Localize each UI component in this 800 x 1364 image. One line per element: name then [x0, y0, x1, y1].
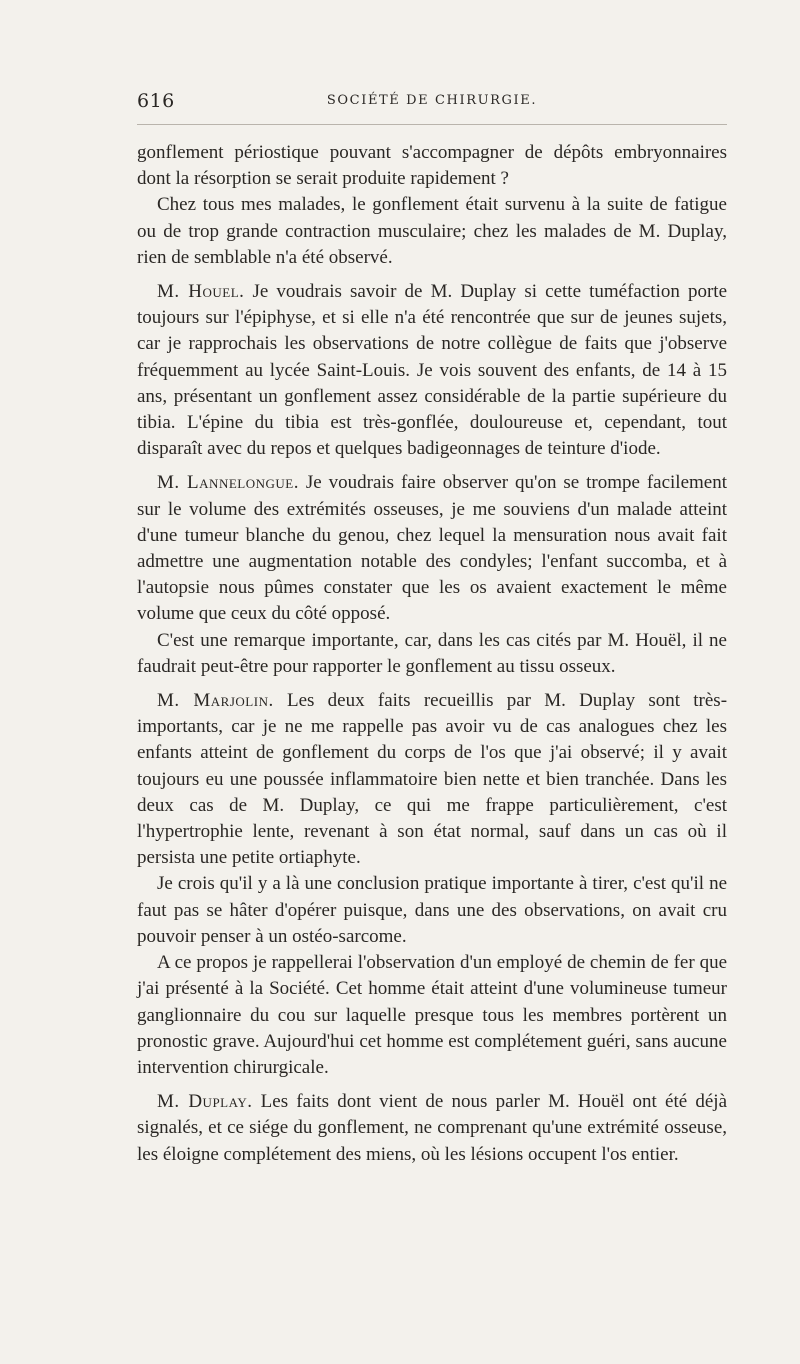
paragraph-text: Je crois qu'il y a là une conclusion pratique importante à tirer, c'est qu'il ne faut pas se hâter d'opérer puisque, dans une des observations, on avait cru pouvoir penser à un ostéo-sarcome. [137, 873, 727, 947]
paragraph-speaker-duplay [137, 1089, 727, 1168]
paragraph-text: Chez tous mes malades, le gonflement était survenu à la suite de fatigue ou de trop grande contraction musculaire; chez les malades de M. Duplay, rien de semblable n'a été observé. [137, 194, 727, 268]
speaker-name: M. Duplay. [157, 1091, 253, 1113]
running-head [137, 90, 727, 114]
speaker-name: M. Lannelongue. [157, 472, 299, 494]
paragraph [137, 140, 727, 192]
header-rule [137, 124, 727, 125]
paragraph [137, 871, 727, 950]
header-title: SOCIÉTÉ DE CHIRURGIE. [326, 93, 538, 108]
paragraph [137, 950, 727, 1081]
speaker-name: M. Houel. [157, 281, 245, 303]
paragraph-speaker-marjolin [137, 688, 727, 871]
paragraph-text: gonflement périostique pouvant s'accompagner de dépôts embryonnaires dont la résorption se serait produite rapidement ? [137, 142, 727, 190]
paragraph-text: A ce propos je rappellerai l'observation d'un employé de chemin de fer que j'ai présenté à la Société. Cet homme était atteint d'une volumineuse tumeur ganglionnaire du cou sur laquelle presque tous les membres portèrent un pronostic grave. Aujourd'hui cet homme est complétement guéri, sans aucune intervention chirurgicale. [137, 952, 727, 1078]
paragraph-text: C'est une remarque importante, car, dans les cas cités par M. Houël, il ne faudrait peut-être pour rapporter le gonflement au tissu osseux. [137, 629, 727, 677]
page-number: 616 [137, 90, 175, 112]
paragraph [137, 192, 727, 271]
paragraph-text: Je voudrais savoir de M. Duplay si cette tuméfaction porte toujours sur l'épiphyse, et si elle n'a été rencontrée que sur de jeunes sujets, car je rapprochais les observations de notre collègue de faits que j'observe fréquemment au lycée Saint-Louis. Je vois souvent des enfants, de 14 à 15 ans, présentant un gonflement assez considérable de la partie supérieure du tibia. L'épine du tibia est très-gonflée, douloureuse et, cependant, tout disparaît avec du repos et quelques badigeonnages de teinture d'iode. [137, 281, 727, 460]
paragraph-text: Les deux faits recueillis par M. Duplay sont très-importants, car je ne me rappelle pas avoir vu de cas analogues chez les enfants atteint de gonflement du corps de l'os que j'ai observé; il y avait toujours eu une poussée inflammatoire bien nette et bien tranchée. Dans les deux cas de M. Duplay, ce qui me frappe particulièrement, c'est l'hypertrophie lente, revenant à son état normal, sauf dans un cas où il persista une petite ortiaphyte. [137, 690, 728, 869]
paragraph [137, 628, 727, 680]
paragraph-speaker-lannelongue [137, 470, 727, 627]
paragraph-text: Je voudrais faire observer qu'on se trompe facilement sur le volume des extrémités osseuses, je me souviens d'un malade atteint d'une tumeur blanche du genou, chez lequel la mensuration nous avait fait admettre une augmentation notable des condyles; l'enfant succomba, et à l'autopsie nous pûmes constater que les os avaient exactement le même volume que ceux du côté opposé. [137, 472, 728, 625]
speaker-name: M. Marjolin. [157, 690, 274, 712]
paragraph-text: Les faits dont vient de nous parler M. Houël ont été déjà signalés, et ce siége du gonflement, ne comprenant qu'une extrémité osseuse, les éloigne complétement des miens, où les lésions occupent l'os entier. [137, 1091, 728, 1165]
paragraph-speaker-houel [137, 279, 727, 462]
body-text [137, 140, 727, 1168]
